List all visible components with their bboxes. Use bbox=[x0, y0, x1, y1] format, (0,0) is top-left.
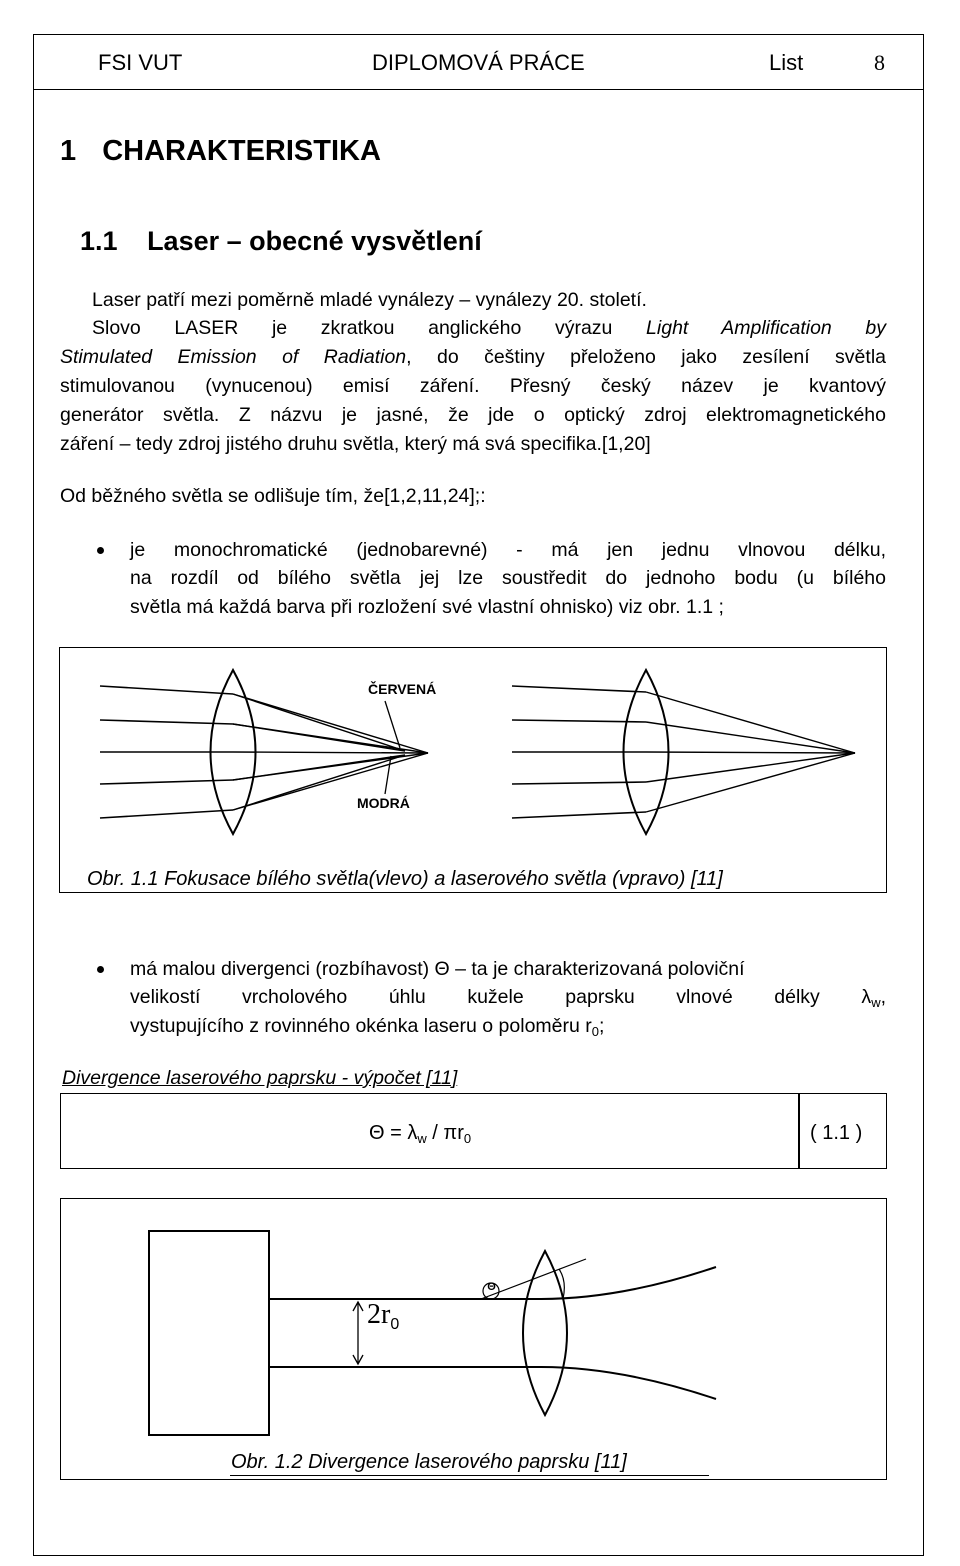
caption-underline bbox=[86, 892, 859, 893]
label-2r: 2r bbox=[367, 1299, 391, 1330]
formula-heading: Divergence laserového paprsku - výpočet [11] bbox=[62, 1067, 458, 1089]
bullet2-text: ; bbox=[599, 1015, 605, 1037]
bullet2-text: , bbox=[880, 986, 886, 1008]
bullet-icon bbox=[97, 966, 104, 973]
bullet1-line-2: na rozdíl od bílého světla jej lze soustředit do jednoho bodu (u bílého bbox=[130, 567, 886, 589]
laser-body bbox=[149, 1231, 269, 1435]
incoming-rays-left bbox=[100, 686, 233, 818]
chapter-number: 1 bbox=[60, 135, 77, 167]
subscript: w bbox=[417, 1131, 427, 1146]
angle-line bbox=[481, 1259, 586, 1299]
formula-text: / πr bbox=[426, 1122, 464, 1144]
intro-text: Slovo LASER je zkratkou anglického výrazu bbox=[92, 317, 613, 339]
formula-box bbox=[60, 1093, 887, 1169]
label-red: ČERVENÁ bbox=[368, 681, 437, 697]
bullet2-line-1: má malou divergenci (rozbíhavost) Θ – ta je charakterizovaná poloviční bbox=[130, 958, 745, 980]
label-blue: MODRÁ bbox=[357, 795, 410, 811]
figure-1-1-drawing bbox=[60, 648, 886, 892]
formula-divider bbox=[798, 1094, 800, 1168]
figure-1-2 bbox=[60, 1198, 887, 1480]
intro-line-1: Laser patří mezi poměrně mladé vynálezy – vynálezy 20. století. bbox=[92, 289, 647, 311]
label-theta: Θ bbox=[487, 1281, 496, 1293]
bullet1-line-1: je monochromatické (jednobarevné) - má jen jednu vlnovou délku, bbox=[130, 539, 886, 561]
differences-intro: Od běžného světla se odlišuje tím, že[1,2,11,24];: bbox=[60, 485, 486, 507]
subscript: 0 bbox=[390, 1316, 400, 1333]
header-document-type: DIPLOMOVÁ PRÁCE bbox=[372, 50, 585, 75]
header-list-label: List bbox=[769, 50, 804, 75]
convex-lens bbox=[523, 1251, 567, 1415]
figure-1-1-caption: Obr. 1.1 Fokusace bílého světla(vlevo) a laserového světla (vpravo) [11] bbox=[87, 868, 723, 890]
section-title: Laser – obecné vysvětlení bbox=[147, 226, 482, 256]
bullet-icon bbox=[97, 547, 104, 554]
subscript: 0 bbox=[463, 1131, 472, 1146]
chapter-heading bbox=[60, 135, 381, 168]
formula-text: Θ = λ bbox=[369, 1122, 418, 1144]
converging-rays-left bbox=[233, 694, 428, 810]
label-2r0 bbox=[367, 1299, 399, 1331]
incoming-rays-right bbox=[512, 686, 646, 818]
section-heading bbox=[80, 226, 482, 257]
bullet2-line-2 bbox=[130, 983, 886, 1013]
figure-1-1 bbox=[59, 647, 887, 893]
intro-line-2 bbox=[92, 314, 886, 342]
intro-italic: Stimulated Emission of Radiation bbox=[60, 346, 407, 368]
intro-text: , do češtiny přeloženo jako zesílení světla bbox=[406, 346, 886, 368]
bullet2-text: vystupujícího z rovinného okénka laseru o poloměru r bbox=[130, 1015, 592, 1037]
bullet1-line-3: světla má každá barva při rozložení své vlastní ohnisko) viz obr. 1.1 ; bbox=[130, 596, 724, 618]
caption-underline bbox=[230, 1475, 709, 1476]
formula-number: ( 1.1 ) bbox=[810, 1122, 863, 1144]
bullet2-text: velikostí vrcholového úhlu kužele paprsku vlnové délky λ bbox=[130, 986, 872, 1008]
page-header bbox=[33, 34, 924, 90]
figure-1-2-caption: Obr. 1.2 Divergence laserového paprsku [11] bbox=[231, 1451, 627, 1473]
beam-edge-bottom bbox=[269, 1367, 716, 1399]
converging-rays-right bbox=[646, 692, 855, 812]
intro-italic: Light Amplification by bbox=[646, 317, 887, 339]
intro-line-4: stimulovanou (vynucenou) emisí záření. Přesný český název je kvantový bbox=[60, 375, 886, 397]
bullet2-line-3 bbox=[130, 1012, 604, 1042]
figure-1-2-drawing bbox=[61, 1199, 886, 1479]
intro-line-5: generátor světla. Z názvu je jasné, že jde o optický zdroj elektromagnetického bbox=[60, 404, 886, 426]
subscript: 0 bbox=[591, 1024, 599, 1039]
header-page-number: 8 bbox=[874, 50, 885, 75]
intro-line-6: záření – tedy zdroj jistého druhu světla, který má svá specifika.[1,20] bbox=[60, 433, 651, 455]
subscript: w bbox=[871, 995, 881, 1010]
section-number: 1.1 bbox=[80, 226, 118, 256]
formula-expression bbox=[369, 1119, 471, 1149]
intro-line-3 bbox=[60, 343, 886, 371]
header-faculty: FSI VUT bbox=[98, 50, 183, 75]
chapter-title: CHARAKTERISTIKA bbox=[102, 135, 381, 167]
